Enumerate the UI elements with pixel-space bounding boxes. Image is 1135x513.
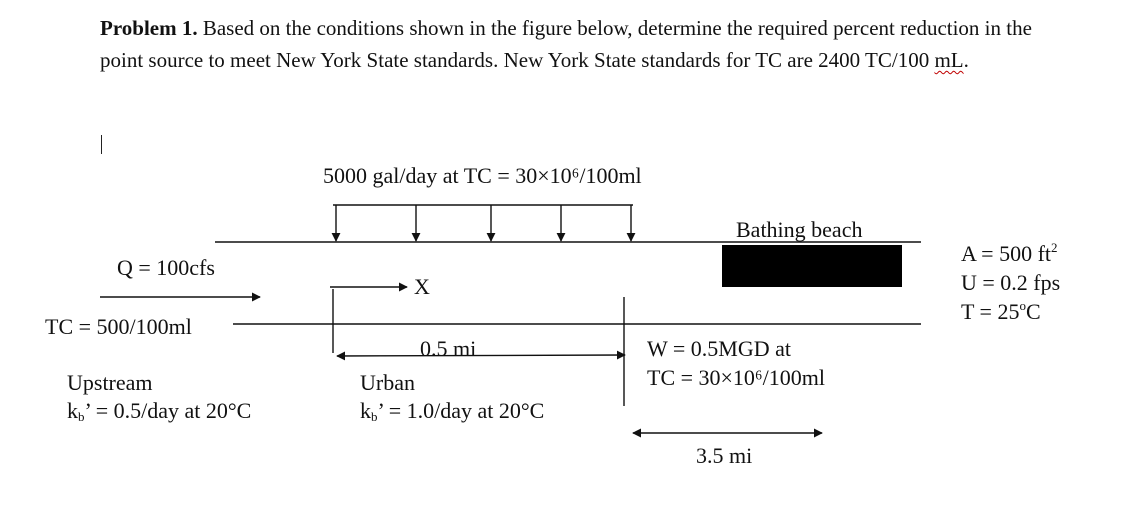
kb-value: ’ = 0.5/day at 20°C bbox=[84, 398, 252, 423]
area-text: A = 500 ft bbox=[961, 241, 1052, 266]
kb-symbol: k bbox=[360, 398, 371, 423]
downstream-length-label: 3.5 mi bbox=[696, 443, 753, 468]
urban-length-arrow bbox=[337, 355, 625, 356]
upstream-kb-label bbox=[67, 398, 251, 424]
nonpoint-load-label: 5000 gal/day at TC = 30×10⁶/100ml bbox=[323, 163, 642, 188]
urban-kb-label bbox=[360, 398, 544, 424]
kb-subscript: b bbox=[78, 409, 85, 424]
urban-reach-label: Urban bbox=[360, 370, 415, 395]
problem-title: Problem 1. bbox=[100, 16, 198, 40]
point-source-flow-label: W = 0.5MGD at bbox=[647, 336, 791, 361]
temperature-unit: C bbox=[1025, 299, 1041, 324]
x-label: X bbox=[414, 274, 430, 299]
area-label bbox=[961, 241, 1058, 267]
temperature-label bbox=[961, 299, 1041, 325]
kb-symbol: k bbox=[67, 398, 78, 423]
problem-text-end: . bbox=[963, 48, 969, 72]
kb-subscript: b bbox=[371, 409, 378, 424]
urban-length-label: 0.5 mi bbox=[420, 336, 477, 361]
degree-mark: o bbox=[1019, 298, 1026, 313]
upstream-flow-label: Q = 100cfs bbox=[117, 255, 215, 280]
upstream-tc-label: TC = 500/100ml bbox=[45, 314, 192, 339]
problem-text: Based on the conditions shown in the figure below, determine the required percent reduction in the point source to meet New York State standards. New York State standards for TC are 2400 TC/100 bbox=[100, 16, 1032, 72]
temperature-text: T = 25 bbox=[961, 299, 1020, 324]
upstream-reach-label: Upstream bbox=[67, 370, 153, 395]
velocity-label: U = 0.2 fps bbox=[961, 270, 1061, 295]
point-source-tc-label: TC = 30×10⁶/100ml bbox=[647, 365, 825, 390]
bathing-beach-block bbox=[722, 245, 902, 287]
spellcheck-flagged-unit[interactable]: mL bbox=[934, 48, 964, 72]
area-exponent: 2 bbox=[1051, 240, 1058, 255]
bathing-beach-label: Bathing beach bbox=[736, 217, 863, 242]
kb-value: ’ = 1.0/day at 20°C bbox=[377, 398, 545, 423]
